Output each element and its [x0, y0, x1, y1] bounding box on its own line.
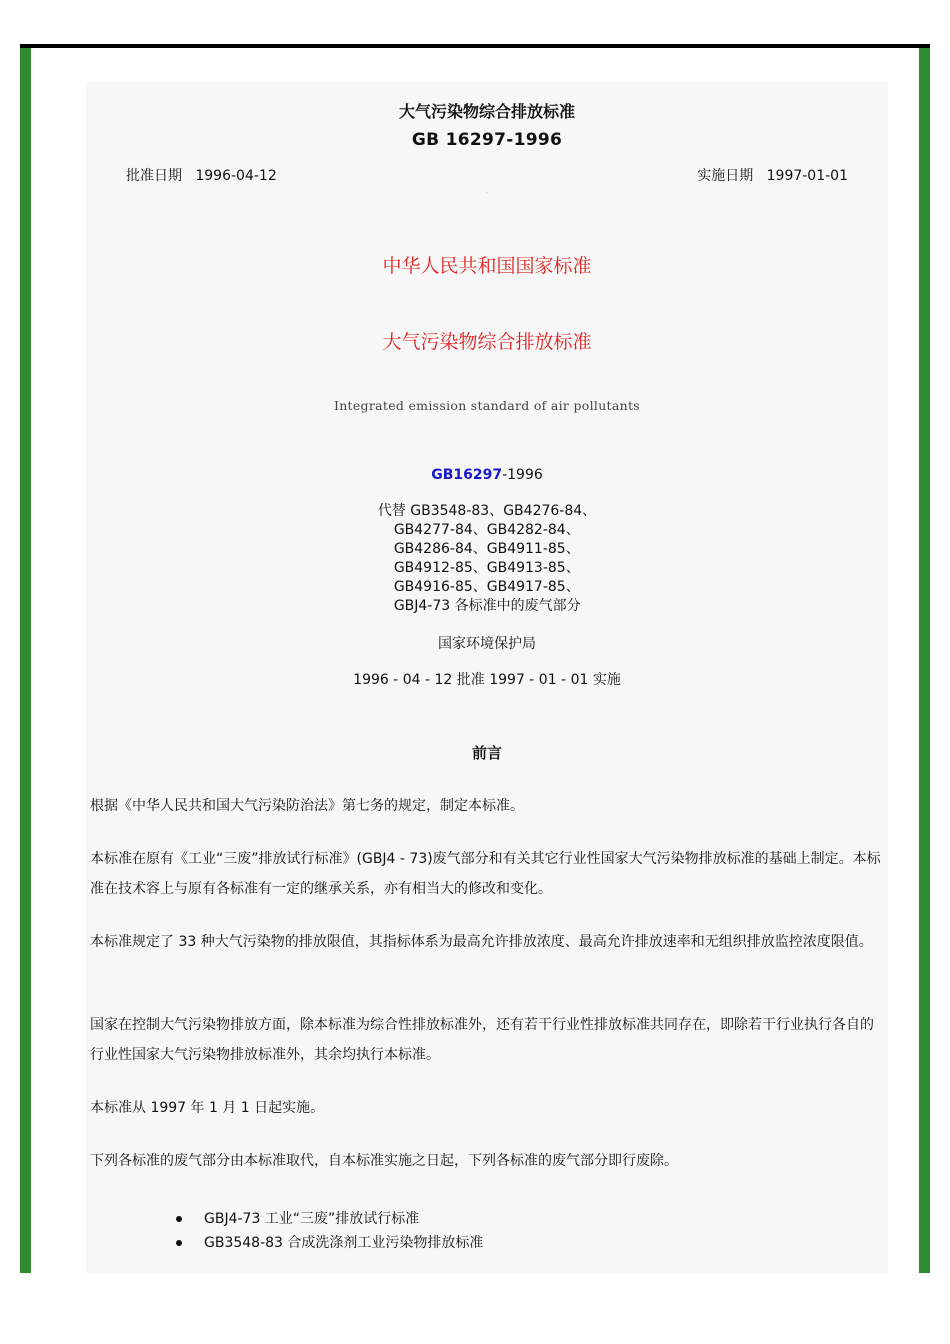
standard-number-link[interactable]: GB16297 — [431, 467, 503, 483]
list-item — [174, 1231, 483, 1255]
replaces-line: GB4286-84、GB4911-85、 — [393, 541, 580, 557]
approve-date-label: 批准日期 — [126, 168, 182, 184]
bullet-icon — [176, 1240, 182, 1246]
right-frame-bar — [919, 48, 930, 1273]
separator-dot: · — [486, 190, 488, 197]
cover-title-en: Integrated emission standard of air pollutants — [333, 398, 641, 413]
list-item-text: GB3548-83 合成洗涤剂工业污染物排放标准 — [204, 1235, 484, 1251]
foreword-paragraph: 本标准规定了 33 种大气污染物的排放限值，其指标体系为最高允许排放浓度、最高允许排放速率和无组织排放监控浓度限值。 — [90, 934, 873, 950]
superseded-standards-list — [174, 1207, 483, 1255]
approve-date-value: 1996-04-12 — [195, 168, 277, 184]
bullet-icon — [176, 1216, 182, 1222]
replaces-line: GB4277-84、GB4282-84、 — [393, 522, 580, 538]
foreword-paragraph: 根据《中华人民共和国大气污染防治法》第七务的规定，制定本标准。 — [90, 798, 524, 814]
issuing-agency: 国家环境保护局 — [438, 636, 536, 652]
approve-date — [126, 165, 277, 185]
foreword-paragraph: 本标准在原有《工业“三废”排放试行标准》(GBJ4 - 73)废气部分和有关其它行业性国家大气污染物排放标准的基础上制定。本标准在技术容上与原有各标准有一定的继承关系，亦有相当大的修改和变化。 — [90, 851, 881, 897]
replaces-line: GB4912-85、GB4913-85、 — [393, 560, 580, 576]
left-frame-bar — [20, 48, 31, 1273]
top-rule — [20, 44, 930, 48]
effective-date — [697, 165, 848, 185]
replaces-line: 代替 GB3548-83、GB4276-84、 — [377, 503, 597, 519]
foreword-paragraph: 国家在控制大气污染物排放方面，除本标准为综合性排放标准外，还有若干行业性排放标准共同存在，即除若干行业执行各自的行业性国家大气污染物排放标准外，其余均执行本标准。 — [90, 1017, 874, 1063]
effective-date-label: 实施日期 — [697, 168, 754, 184]
list-item — [174, 1207, 483, 1231]
foreword-title: 前言 — [471, 744, 502, 762]
approval-line: 1996 - 04 - 12 批准 1997 - 01 - 01 实施 — [353, 672, 621, 688]
foreword-paragraph: 下列各标准的废气部分由本标准取代，自本标准实施之日起，下列各标准的废气部分即行废除。 — [90, 1153, 678, 1169]
national-standard-heading: 中华人民共和国国家标准 — [382, 255, 592, 277]
cover-title-cn: 大气污染物综合排放标准 — [382, 331, 592, 353]
effective-date-value: 1997-01-01 — [766, 168, 848, 184]
replaces-list — [86, 502, 888, 616]
replaces-line: GB4916-85、GB4917-85、 — [393, 579, 580, 595]
replaces-line: GBJ4-73 各标准中的废气部分 — [393, 598, 581, 614]
foreword-paragraph: 本标准从 1997 年 1 月 1 日起实施。 — [90, 1100, 325, 1116]
document-title: 大气污染物综合排放标准 — [398, 102, 575, 121]
standard-number — [86, 467, 888, 483]
standard-code: GB 16297-1996 — [411, 130, 563, 150]
document-panel — [86, 82, 888, 1273]
standard-number-year: -1996 — [502, 467, 543, 483]
list-item-text: GBJ4-73 工业“三废”排放试行标准 — [204, 1211, 420, 1227]
